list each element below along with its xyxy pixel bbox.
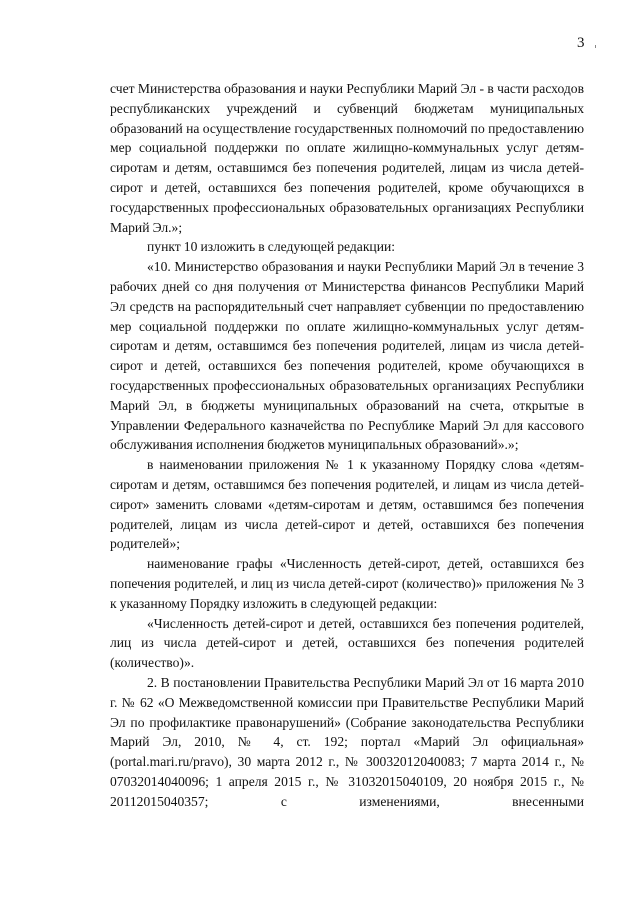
document-body <box>110 79 584 811</box>
page-number: 3 <box>577 35 585 51</box>
paragraph-decree-62-amendment: 2. В постановлении Правительства Республики Марий Эл от 16 марта 2010 г. № 62 «О Межведомственной комиссии при Правительстве Республики Марий Эл по профилактике правонарушений» (Собрание законодательства Республики Марий Эл, 2010, № 4, ст. 192; портал «Марий Эл официальная» (portal.mari.ru/pravo), 30 марта 2012 г., № 30032012040083; 7 марта 2014 г., № 07032014040096; 1 апреля 2015 г., № 31032015040109, 20 ноября 2015 г., № 20112015040357; с изменениями, внесенными <box>110 674 584 809</box>
paragraph-item-10-text: «10. Министерство образования и науки Республики Марий Эл в течение 3 рабочих дней со дня получения от Министерства финансов Республики Марий Эл средств на распорядительный счет направляет субвенции по предоставлению мер социальной поддержки по оплате жилищно-коммунальных услуг детям-сиротам и детям, оставшимся без попечения родителей, лицам из числа детей-сирот и детей, оставшихся без попечения родителей, кроме обучающихся в государственных профессиональных образовательных организациях Республики Марий Эл, в бюджеты муниципальных образований на счета, открытые в Управлении Федерального казначейства по Республике Марий Эл для кассового обслуживания исполнения бюджетов муниципальных образований».»; <box>110 259 584 453</box>
paragraph-column-new-name: «Численность детей-сирот и детей, оставшихся без попечения родителей, лиц из числа детей-сирот и детей, оставшихся без попечения родителей (количество)». <box>110 615 584 671</box>
paragraph-item-10-intro: пункт 10 изложить в следующей редакции: <box>147 239 396 255</box>
paragraph-appendix-3-column: наименование графы «Численность детей-сирот, детей, оставшихся без попечения родителей, и лиц из числа детей-сирот (количество)» приложения № 3 к указанному Порядку изложить в следующей редакции: <box>110 556 584 611</box>
paragraph-expenses-account: счет Министерства образования и науки Республики Марий Эл - в части расходов республиканских учреждений и субвенций бюджетам муниципальных образований на осуществление государственных полномочий по предоставлению мер социальной поддержки по оплате жилищно-коммунальных услуг детям-сиротам и детям, оставшимся без попечения родителей, лицам из числа детей-сирот и детей, оставшихся без попечения родителей, кроме обучающихся в государственных профессиональных образовательных организациях Республики Марий Эл.»; <box>110 81 584 235</box>
scan-artifact <box>595 45 596 48</box>
paragraph-appendix-1-title: в наименовании приложения № 1 к указанному Порядку слова «детям-сиротам и детям, оставшимся без попечения родителей, и лицам из числа детей-сирот» заменить словами «детям-сиротам и детям, оставшимся без попечения родителей, лицам из числа детей-сирот и детей, оставшихся без попечения родителей»; <box>110 457 584 552</box>
